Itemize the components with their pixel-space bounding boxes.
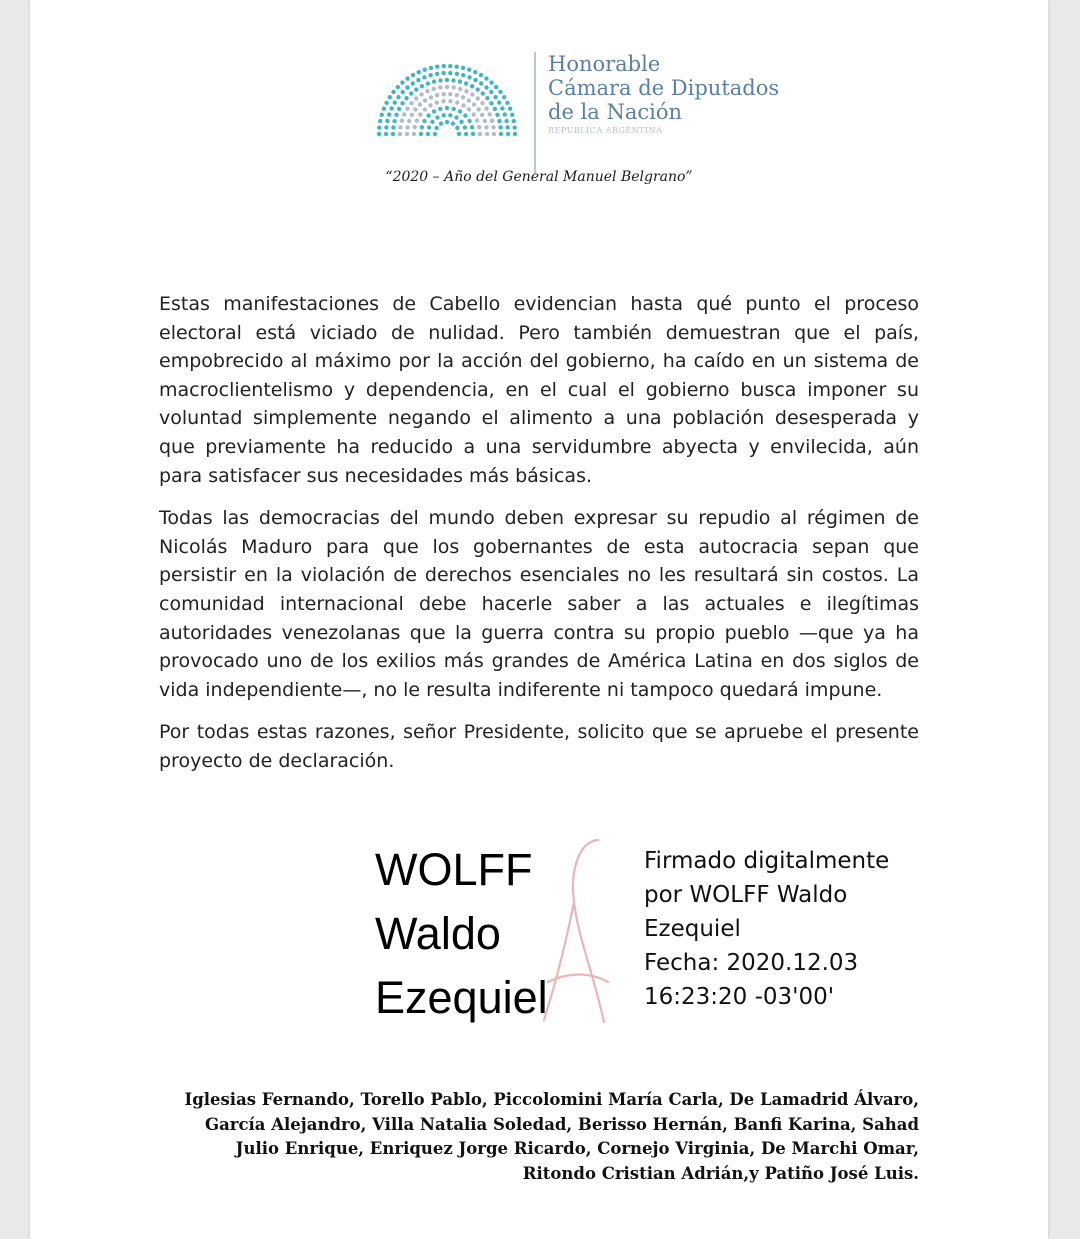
logo-dot (420, 84, 424, 88)
logo-dot (505, 101, 509, 105)
logo-dot (473, 78, 477, 82)
logo-dot (480, 101, 484, 105)
logo-dot (377, 125, 381, 129)
logo-dot (470, 84, 474, 88)
cosigners-line-2: García Alejandro, Villa Natalia Soledad, Berisso Hernán, Banfi Karina, Sahad (205, 1114, 919, 1134)
logo-dot (391, 90, 395, 94)
logo-dot (459, 120, 463, 124)
sig-info-line-2: por WOLFF Waldo (644, 882, 848, 908)
logo-dot (467, 119, 471, 123)
logo-dot (427, 125, 431, 129)
logo-dot (400, 80, 404, 84)
signer-name-line-2: Waldo (375, 908, 501, 959)
logo-dot (396, 85, 400, 89)
logo-dot (445, 78, 449, 82)
paragraph-2: Todas las democracias del mundo deben expresar su repudio al régimen de Nicolás Maduro para que los gobernantes de esta autocracia sepan que persistir en la violación de derechos esenciales no les resultará sin costos. La comunidad internacional debe hacerle saber a las actuales e ilegítimas autoridades venezolanas que la guerra contra su propio pueblo —que ya ha provocado uno de los exilios más grandes de América Latina en dos siglos de vida independiente—, no le resulta indiferente ni tampoco quedará impune. (159, 507, 919, 701)
logo-dot (398, 132, 402, 136)
logo-dot (423, 107, 427, 111)
logo-dot (441, 99, 445, 103)
logo-dot (472, 112, 476, 116)
logo-dot (454, 64, 458, 68)
logo-dot (377, 132, 381, 136)
logo-dot (394, 113, 398, 117)
logo-dot (512, 119, 516, 123)
logo-dot (426, 81, 430, 85)
logo-dot (411, 73, 415, 77)
logo-dot (435, 64, 439, 68)
logo-dot (391, 132, 395, 136)
logo-dot (430, 120, 434, 124)
logo-dot (467, 75, 471, 79)
logo-dot (488, 112, 492, 116)
logo-dot (435, 115, 439, 119)
sig-info-line-5: 16:23:20 -03'00' (644, 984, 835, 1010)
logo-dot (478, 132, 482, 136)
logo-dot (416, 78, 420, 82)
logo-dot (497, 100, 501, 104)
logo-dot (428, 103, 432, 107)
logo-dot (384, 101, 388, 105)
logo-dot (400, 101, 404, 105)
logo-dot (448, 113, 452, 117)
logo-dot (489, 80, 493, 84)
logo-dot (393, 100, 397, 104)
logo-dot (419, 92, 423, 96)
digital-signature-mark-icon (538, 832, 618, 1032)
logo-dot (384, 132, 388, 136)
logo-dot (438, 107, 442, 111)
logo-dot (475, 87, 479, 91)
cosigners-line-4: Ritondo Cristian Adrián,y Patiño José Luis. (522, 1163, 919, 1183)
logo-dot (425, 89, 429, 93)
logo-dot (414, 96, 418, 100)
logo-dot (405, 85, 409, 89)
logo-dot (409, 91, 413, 95)
logo-dot (426, 132, 430, 136)
logo-dot (481, 91, 485, 95)
logo-subtitle: REPÚBLICA ARGENTINA (548, 126, 663, 135)
logo-dot (493, 107, 497, 111)
paragraph-3: Por todas estas razones, señor Presidente, solicito que se apruebe el presente proyecto de declaración. (159, 721, 919, 772)
logo-dot (401, 90, 405, 94)
logo-dot (448, 71, 452, 75)
logo-dot (489, 101, 493, 105)
logo-dot (464, 132, 468, 136)
logo-dot (435, 93, 439, 97)
logo-dot (451, 85, 455, 89)
logo-dot (492, 132, 496, 136)
logo-dot (442, 64, 446, 68)
logo-dot (400, 119, 404, 123)
logo-dot (484, 106, 488, 110)
logo-dot (418, 102, 422, 106)
logo-dot (499, 132, 503, 136)
signer-name-line-1: WOLFF (375, 844, 533, 895)
logo-dot (414, 87, 418, 91)
logo-dot (489, 90, 493, 94)
logo-line-3: de la Nación (548, 100, 682, 124)
logo-dot (470, 92, 474, 96)
logo-dot (423, 98, 427, 102)
logo-dot (445, 106, 449, 110)
logo-dot (448, 99, 452, 103)
logo-dot (442, 71, 446, 75)
logo-dot (438, 85, 442, 89)
logo-dot (502, 95, 506, 99)
logo-dot (471, 132, 475, 136)
logo-dot (409, 101, 413, 105)
logo-line-1: Honorable (548, 52, 661, 76)
logo-dot (467, 68, 471, 72)
logo-dot (461, 103, 465, 107)
logo-dot (455, 93, 459, 97)
logo-dot (461, 95, 465, 99)
logo-dot (455, 72, 459, 76)
logo-dot (455, 100, 459, 104)
logo-dot (378, 119, 382, 123)
logo-dot (458, 79, 462, 83)
sig-info-line-3: Ezequiel (644, 916, 741, 942)
sig-info-line-4: Fecha: 2020.12.03 (644, 950, 859, 976)
logo-dot (432, 109, 436, 113)
logo-dot (500, 106, 504, 110)
logo-dot (495, 113, 499, 117)
logo-dot (419, 132, 423, 136)
logo-dot (382, 107, 386, 111)
logo-dot (417, 70, 421, 74)
sig-info-line-1: Firmado digitalmente (644, 848, 890, 874)
logo-dot (434, 126, 438, 130)
logo-text (548, 52, 788, 135)
logo-dot (413, 125, 417, 129)
logo-dot (435, 100, 439, 104)
logo-dot (448, 64, 452, 68)
logo-dot (429, 66, 433, 70)
logo-dot (513, 132, 517, 136)
hemicycle-logo-icon (372, 38, 522, 143)
logo-dot (452, 107, 456, 111)
logo-dot (435, 72, 439, 76)
cosigners-list (159, 1088, 919, 1186)
logo-dot (439, 121, 443, 125)
logo-dot (397, 107, 401, 111)
document-page (30, 0, 1048, 1239)
logo-dot (464, 89, 468, 93)
logo-dot (485, 96, 489, 100)
logo-dot (497, 119, 501, 123)
logo-dot (457, 132, 461, 136)
logo-dot (407, 119, 411, 123)
logo-dot (467, 98, 471, 102)
logo-dot (445, 120, 449, 124)
logo-dot (464, 81, 468, 85)
logo-dot (491, 125, 495, 129)
logo-dot (432, 79, 436, 83)
logo-dot (467, 107, 471, 111)
logo-divider (534, 52, 536, 174)
logo-dot (418, 112, 422, 116)
logo-dot (422, 119, 426, 123)
logo-dot (389, 106, 393, 110)
logo-dot (494, 85, 498, 89)
digital-signature-info (644, 844, 944, 1014)
logo-dot (411, 81, 415, 85)
logo-dot (476, 107, 480, 111)
logo-dot (484, 125, 488, 129)
logo-dot (445, 85, 449, 89)
logo-dot (479, 73, 483, 77)
logo-dot (412, 132, 416, 136)
logo-dot (503, 112, 507, 116)
logo-dot (506, 132, 510, 136)
logo-line-2: Cámara de Diputados (548, 76, 780, 100)
logo-dot (480, 113, 484, 117)
logo-dot (391, 125, 395, 129)
logo-dot (398, 125, 402, 129)
logo-dot (473, 70, 477, 74)
logo-dot (420, 125, 424, 129)
logo-dot (387, 112, 391, 116)
paragraph-1: Estas manifestaciones de Cabello evidencian hasta qué punto el proceso electoral está viciado de nulidad. Pero también demuestran que el país, empobrecido al máximo por la acción del gobierno, ha caído en un sistema de macroclientelismo y dependencia, en el cual el gobierno busca imponer su voluntad simplemente negando el alimento a una población desesperada y que previamente ha reducido a una servidumbre abyecta y envilecida, aún para satisfacer sus necesidades más básicas. (159, 293, 919, 487)
logo-dot (512, 125, 516, 129)
signer-name-line-3: Ezequiel (375, 972, 548, 1023)
logo-dot (463, 125, 467, 129)
logo-dot (458, 109, 462, 113)
logo-dot (428, 73, 432, 77)
logo-dot (454, 115, 458, 119)
logo-dot (461, 73, 465, 77)
logo-dot (385, 119, 389, 123)
logo-dot (415, 118, 419, 122)
logo-dot (405, 76, 409, 80)
logo-dot (422, 75, 426, 79)
logo-dot (433, 132, 437, 136)
cosigners-line-1: Iglesias Fernando, Torello Pablo, Piccolomini María Carla, De Lamadrid Álvaro, (184, 1090, 919, 1109)
logo-dot (498, 90, 502, 94)
logo-dot (485, 132, 489, 136)
logo-dot (413, 107, 417, 111)
logo-dot (448, 92, 452, 96)
logo-dot (442, 113, 446, 117)
logo-dot (426, 113, 430, 117)
logo-dot (438, 78, 442, 82)
logo-dot (405, 125, 409, 129)
logo-dot (458, 87, 462, 91)
logo-dot (483, 119, 487, 123)
logo-dot (396, 95, 400, 99)
logo-dot (498, 125, 502, 129)
chamber-logo (372, 38, 782, 148)
cosigners-line-3: Julio Enrique, Enriquez Jorge Ricardo, Cornejo Virginia, De Marchi Omar, (235, 1139, 919, 1158)
logo-dot (405, 106, 409, 110)
logo-dot (384, 125, 388, 129)
logo-dot (405, 132, 409, 136)
logo-dot (432, 87, 436, 91)
logo-dot (442, 92, 446, 96)
logo-dot (475, 118, 479, 122)
logo-dot (470, 125, 474, 129)
logo-dot (463, 113, 467, 117)
logo-dot (451, 121, 455, 125)
logo-dot (404, 96, 408, 100)
logo-dot (510, 113, 514, 117)
logo-dot (508, 107, 512, 111)
logo-dot (484, 76, 488, 80)
logo-dot (429, 95, 433, 99)
logo-dot (423, 68, 427, 72)
logo-dot (461, 66, 465, 70)
logo-dot (402, 112, 406, 116)
logo-dot (476, 96, 480, 100)
year-motto: “2020 – Año del General Manuel Belgrano” (385, 169, 693, 185)
logo-dot (490, 119, 494, 123)
logo-dot (493, 95, 497, 99)
logo-dot (505, 125, 509, 129)
body-text (159, 290, 919, 790)
logo-dot (479, 81, 483, 85)
logo-dot (472, 102, 476, 106)
logo-dot (484, 85, 488, 89)
logo-dot (455, 126, 459, 130)
logo-dot (477, 125, 481, 129)
logo-dot (410, 113, 414, 117)
logo-dot (380, 113, 384, 117)
logo-dot (504, 119, 508, 123)
logo-dot (388, 95, 392, 99)
logo-dot (392, 119, 396, 123)
logo-dot (451, 78, 455, 82)
